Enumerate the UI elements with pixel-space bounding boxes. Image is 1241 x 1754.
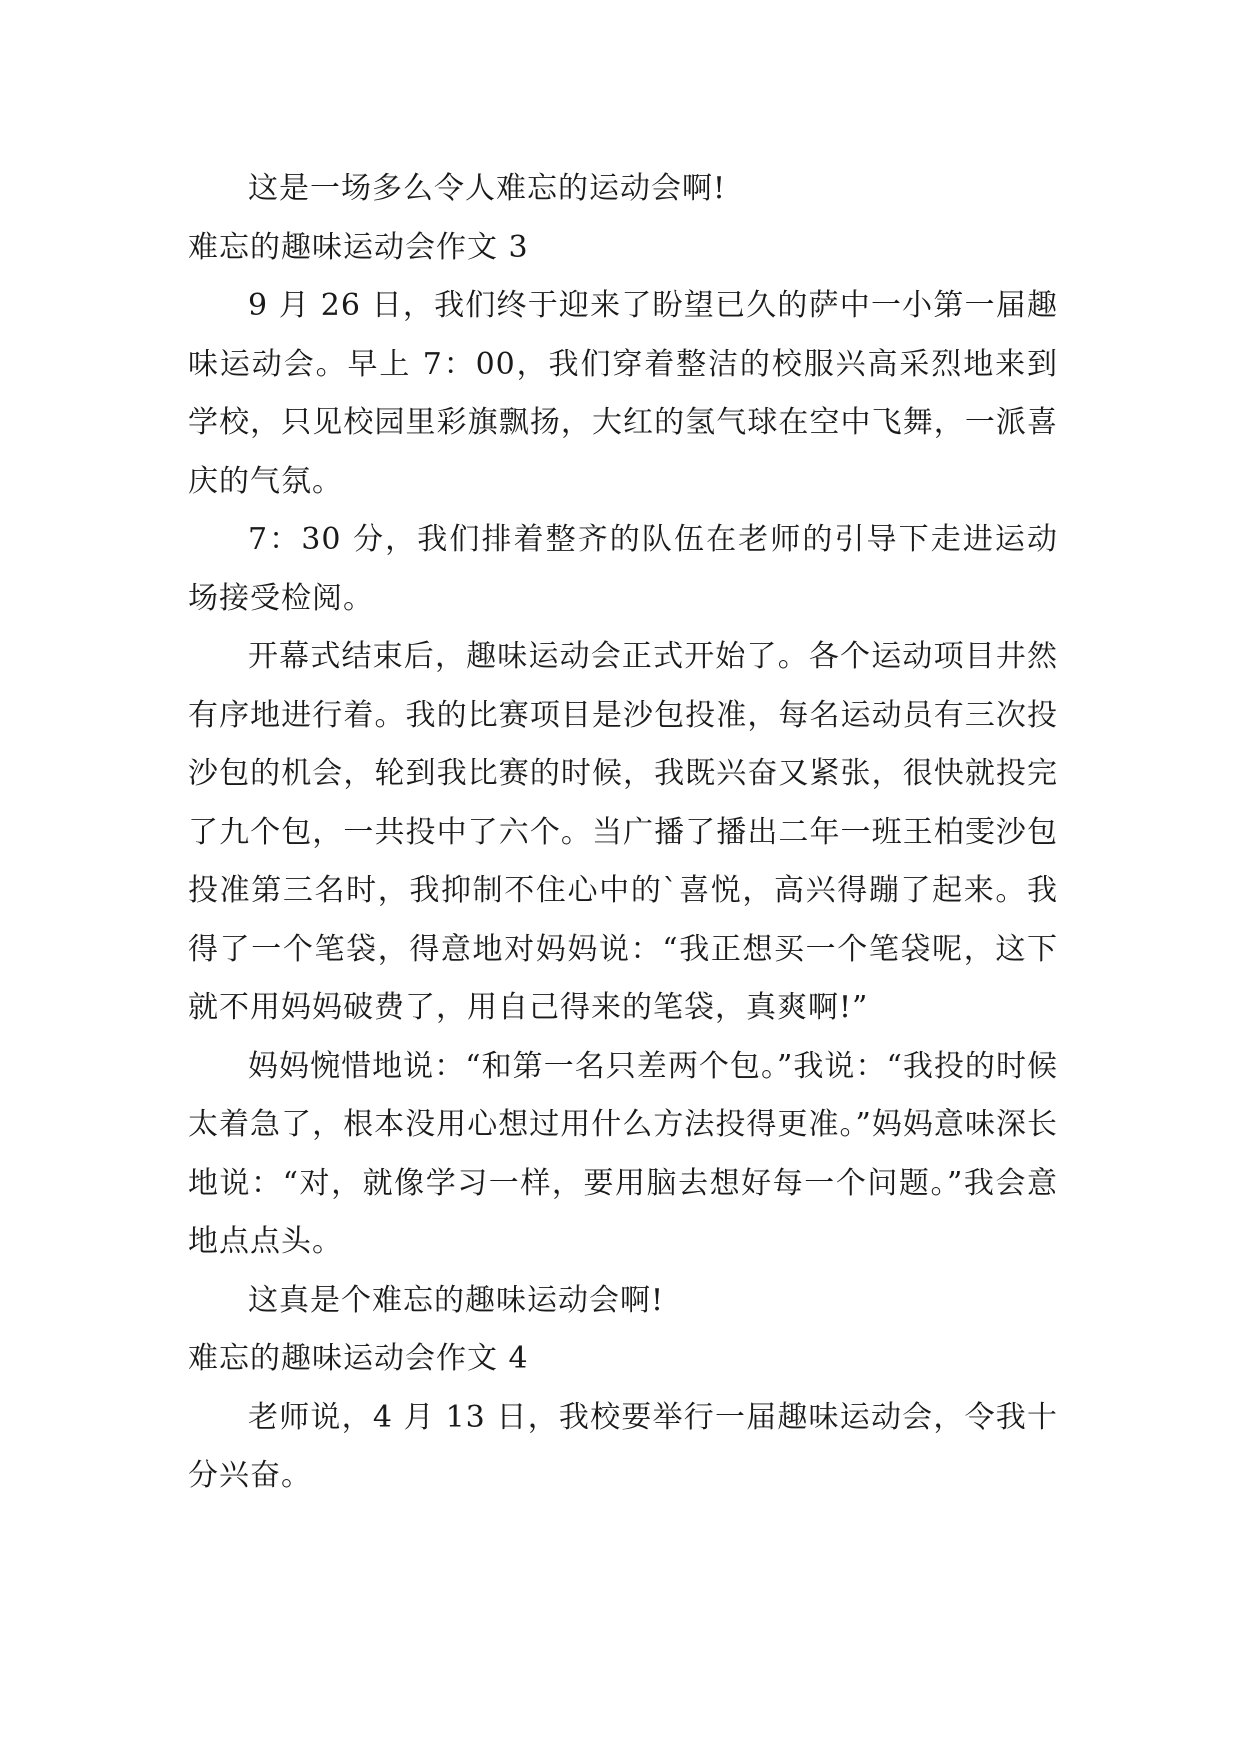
closing-paragraph: 这是一场多么令人难忘的运动会啊! xyxy=(248,171,727,206)
essay-3-paragraph-3: 开幕式结束后，趣味运动会正式开始了。各个运动项目井然有序地进行着。我的比赛项目是沙包投准，每名运动员有三次投沙包的机会，轮到我比赛的时候，我既兴奋又紧张，很快就投完了九个包，一共投中了六个。当广播了播出二年一班王柏雯沙包投准第三名时，我抑制不住心中的`喜悦，高兴得蹦了起来。我得了一个笔袋，得意地对妈妈说：“我正想买一个笔袋呢，这下就不用妈妈破费了，用自己得来的笔袋，真爽啊!” xyxy=(188,639,1058,1025)
essay-3-paragraph-1: 9 月 26 日，我们终于迎来了盼望已久的萨中一小第一届趣味运动会。早上 7：00，我们穿着整洁的校服兴高采烈地来到学校，只见校园里彩旗飘扬，大红的氢气球在空中飞舞，一派喜庆的气氛。 xyxy=(188,288,1058,499)
essay-3-paragraph-5: 这真是个难忘的趣味运动会啊! xyxy=(248,1282,665,1318)
essay-4-heading: 难忘的趣味运动会作文 4 xyxy=(188,1341,529,1376)
document-body xyxy=(188,160,1058,1506)
essay-3-heading: 难忘的趣味运动会作文 3 xyxy=(188,229,529,265)
essay-3-paragraph-2: 7：30 分，我们排着整齐的队伍在老师的引导下走进运动场接受检阅。 xyxy=(188,522,1058,616)
essay-4-paragraph-1: 老师说，4 月 13 日，我校要举行一届趣味运动会，令我十分兴奋。 xyxy=(188,1399,1058,1493)
essay-3-paragraph-4: 妈妈惋惜地说：“和第一名只差两个包。”我说：“我投的时候太着急了，根本没用心想过用什么方法投得更准。”妈妈意味深长地说：“对，就像学习一样，要用脑去想好每一个问题。”我会意地点点头。 xyxy=(188,1048,1058,1259)
